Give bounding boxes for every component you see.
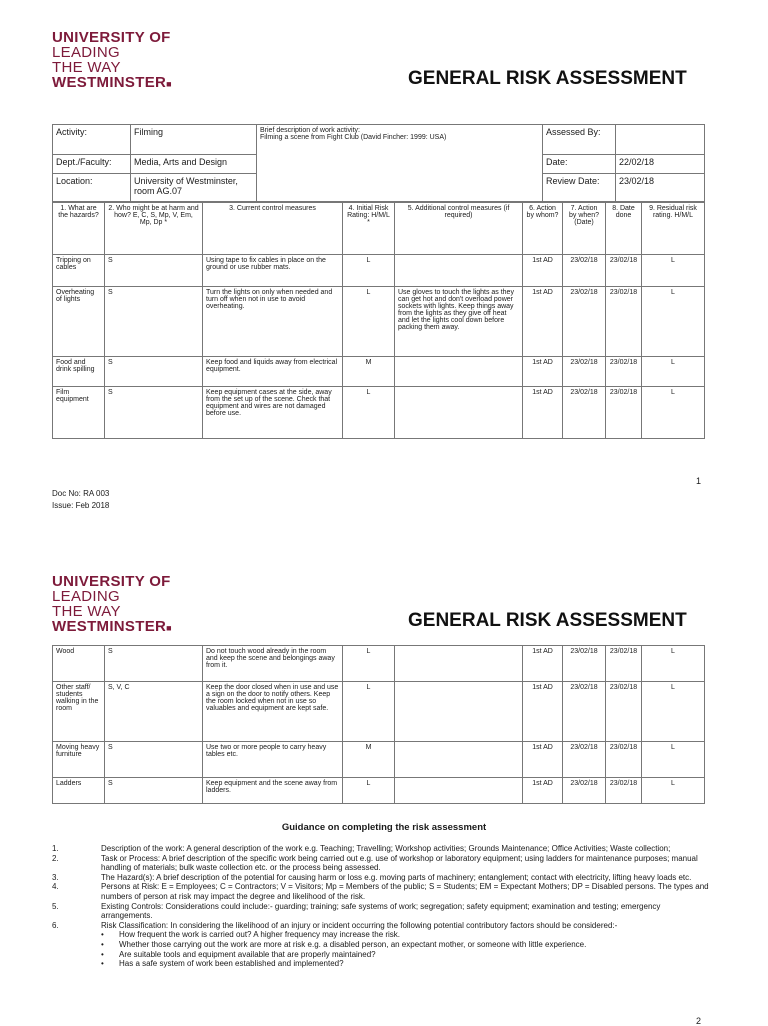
header-cell: 6. Action by whom? <box>523 203 563 255</box>
logo-line-2: LEADING <box>52 588 120 605</box>
by-whom-cell: 1st AD <box>523 255 563 287</box>
by-when-cell: 23/02/18 <box>563 387 606 439</box>
item-text: Existing Controls: Considerations could include:- guarding; training; safe systems of work; segregation; safety equipment; examination and testing; emergency arrangements. <box>101 901 661 921</box>
header-cell: 5. Additional control measures (if required) <box>395 203 523 255</box>
activity-value: Filming <box>131 125 257 155</box>
by-whom-cell: 1st AD <box>523 682 563 742</box>
location-value: University of Westminster, room AG.07 <box>131 174 257 202</box>
date-done-cell: 23/02/18 <box>606 287 642 357</box>
additional-cell: Use gloves to touch the lights as they can get hot and don't overload power sockets with lights. Keep things away from the lights as they give off heat and let the lights cool down before packing them away. <box>395 287 523 357</box>
bullet-text: How frequent the work is carried out? A higher frequency may increase the risk. <box>119 930 401 940</box>
dept-value: Media, Arts and Design <box>131 155 257 174</box>
logo-line-4: WESTMINSTER■ <box>52 618 172 635</box>
date-done-cell: 23/02/18 <box>606 387 642 439</box>
item-text: Persons at Risk: E = Employees; C = Contractors; V = Visitors; Mp = Members of the public; S = Students; EM = Expectant Mothers; DP = Disabled persons. The types and numbers of person at risk may impact the degree and likelihood of the risk. <box>101 882 709 901</box>
header-cell: 4. Initial Risk Rating: H/M/L * <box>343 203 395 255</box>
date-label: Date: <box>543 155 616 174</box>
bullet-icon: • <box>101 949 104 959</box>
additional-cell <box>395 357 523 387</box>
initial-risk-cell: L <box>343 682 395 742</box>
hazard-cell: Other staff/ students walking in the room <box>53 682 105 742</box>
header-cell: 8. Date done <box>606 203 642 255</box>
residual-risk-cell: L <box>642 255 705 287</box>
hazard-cell: Overheating of lights <box>53 287 105 357</box>
bullet-icon: • <box>101 959 104 969</box>
table-row <box>53 682 705 742</box>
hazard-cell: Tripping on cables <box>53 255 105 287</box>
list-item <box>52 873 712 883</box>
by-whom-cell: 1st AD <box>523 387 563 439</box>
activity-label: Activity: <box>53 125 131 155</box>
header-cell: 1. What are the hazards? <box>53 203 105 255</box>
risk-table-page1 <box>52 202 705 439</box>
doc-meta <box>52 488 109 512</box>
review-value: 23/02/18 <box>616 174 705 202</box>
by-whom-cell: 1st AD <box>523 646 563 682</box>
table-row <box>53 742 705 778</box>
page-title: GENERAL RISK ASSESSMENT <box>408 610 687 631</box>
residual-risk-cell: L <box>642 287 705 357</box>
date-done-cell: 23/02/18 <box>606 357 642 387</box>
dept-label: Dept./Faculty: <box>53 155 131 174</box>
logo-line-2: LEADING <box>52 44 120 61</box>
bullet-item <box>52 940 712 950</box>
hazard-cell: Moving heavy furniture <box>53 742 105 778</box>
item-number: 2. <box>52 853 59 863</box>
controls-cell: Keep the door closed when in use and use a sign on the door to notify others. Keep the room locked when not in use so valuables and equipment are kept safe. <box>203 682 343 742</box>
controls-cell: Keep equipment and the scene away from ladders. <box>203 778 343 804</box>
list-item <box>52 882 712 901</box>
who-cell: S <box>105 387 203 439</box>
who-cell: S <box>105 255 203 287</box>
initial-risk-cell: M <box>343 742 395 778</box>
hazard-cell: Ladders <box>53 778 105 804</box>
residual-risk-cell: L <box>642 742 705 778</box>
header-cell: 3. Current control measures <box>203 203 343 255</box>
item-text: Task or Process: A brief description of the specific work being carried out e.g. use of workshop or laboratory equipment; using ladders for maintenance purposes; manual handling of materials; bulk waste collection etc. or the process being assessed. <box>101 853 698 873</box>
who-cell: S <box>105 778 203 804</box>
activity-info-table <box>52 124 705 202</box>
who-cell: S, V, C <box>105 682 203 742</box>
who-cell: S <box>105 742 203 778</box>
location-label: Location: <box>53 174 131 202</box>
controls-cell: Use two or more people to carry heavy tables etc. <box>203 742 343 778</box>
residual-risk-cell: L <box>642 357 705 387</box>
by-when-cell: 23/02/18 <box>563 778 606 804</box>
item-text: Risk Classification: In considering the likelihood of an injury or incident occurring the following potential contributory factors should be considered:- <box>101 920 618 930</box>
residual-risk-cell: L <box>642 387 705 439</box>
controls-cell: Keep food and liquids away from electrical equipment. <box>203 357 343 387</box>
list-item <box>52 854 712 873</box>
item-number: 4. <box>52 882 59 892</box>
bullet-item <box>52 950 712 960</box>
logo-line-3: THE WAY <box>52 603 121 620</box>
logo-line-4: WESTMINSTER■ <box>52 74 172 91</box>
additional-cell <box>395 682 523 742</box>
bullet-icon: • <box>101 939 104 949</box>
brief-label: Brief description of work activity: <box>260 127 360 134</box>
who-cell: S <box>105 287 203 357</box>
additional-cell <box>395 646 523 682</box>
item-number: 3. <box>52 872 59 882</box>
issue-date: Issue: Feb 2018 <box>52 501 110 510</box>
initial-risk-cell: L <box>343 778 395 804</box>
assessed-label: Assessed By: <box>543 125 616 155</box>
header-cell: 7. Action by when? (Date) <box>563 203 606 255</box>
additional-cell <box>395 778 523 804</box>
assessed-value <box>616 125 705 155</box>
additional-cell <box>395 387 523 439</box>
table-header-row <box>53 203 705 255</box>
hazard-cell: Film equipment <box>53 387 105 439</box>
by-when-cell: 23/02/18 <box>563 255 606 287</box>
date-done-cell: 23/02/18 <box>606 742 642 778</box>
bullet-text: Whether those carrying out the work are more at risk e.g. a disabled person, an expectant mother, or someone with little experience. <box>119 939 587 949</box>
controls-cell: Do not touch wood already in the room and keep the scene and belongings away from it. <box>203 646 343 682</box>
logo-line-1: UNIVERSITY OF <box>52 573 171 590</box>
who-cell: S <box>105 646 203 682</box>
initial-risk-cell: L <box>343 287 395 357</box>
logo-line-3: THE WAY <box>52 59 121 76</box>
item-number: 5. <box>52 901 59 911</box>
bullet-icon: • <box>101 930 104 940</box>
page-number: 2 <box>696 1016 702 1026</box>
initial-risk-cell: L <box>343 387 395 439</box>
item-number: 6. <box>52 920 59 930</box>
by-when-cell: 23/02/18 <box>563 357 606 387</box>
residual-risk-cell: L <box>642 646 705 682</box>
list-item <box>52 921 712 931</box>
university-logo <box>52 574 172 636</box>
additional-cell <box>395 255 523 287</box>
initial-risk-cell: M <box>343 357 395 387</box>
controls-cell: Keep equipment cases at the side, away from the set up of the scene. Check that equipment and wires are not damaged before use. <box>203 387 343 439</box>
list-item <box>52 844 712 854</box>
by-when-cell: 23/02/18 <box>563 646 606 682</box>
controls-cell: Turn the lights on only when needed and turn off when not in use to avoid overheating. <box>203 287 343 357</box>
by-when-cell: 23/02/18 <box>563 287 606 357</box>
initial-risk-cell: L <box>343 646 395 682</box>
table-row <box>53 255 705 287</box>
date-value: 22/02/18 <box>616 155 705 174</box>
by-whom-cell: 1st AD <box>523 778 563 804</box>
who-cell: S <box>105 357 203 387</box>
date-done-cell: 23/02/18 <box>606 255 642 287</box>
additional-cell <box>395 742 523 778</box>
hazard-cell: Wood <box>53 646 105 682</box>
university-logo <box>52 30 172 92</box>
brief-description-cell <box>257 125 543 202</box>
header-cell: 9. Residual risk rating. H/M/L <box>642 203 705 255</box>
page-title: GENERAL RISK ASSESSMENT <box>408 68 687 89</box>
bullet-item <box>52 959 712 969</box>
initial-risk-cell: L <box>343 255 395 287</box>
guidance-list <box>52 844 712 969</box>
item-number: 1. <box>52 844 59 853</box>
table-row <box>53 778 705 804</box>
by-whom-cell: 1st AD <box>523 357 563 387</box>
logo-line-1: UNIVERSITY OF <box>52 29 171 46</box>
bullet-text: Has a safe system of work been established and implemented? <box>119 959 344 969</box>
item-text: Description of the work: A general description of the work e.g. Teaching; Travelling; Workshop activities; Grounds Maintenance; Office Activities; Waste collection; <box>101 844 671 853</box>
bullet-item <box>52 930 712 940</box>
review-label: Review Date: <box>543 174 616 202</box>
residual-risk-cell: L <box>642 682 705 742</box>
risk-table-page2 <box>52 645 705 804</box>
by-when-cell: 23/02/18 <box>563 682 606 742</box>
page-number: 1 <box>696 476 702 486</box>
table-row <box>53 387 705 439</box>
table-row <box>53 357 705 387</box>
date-done-cell: 23/02/18 <box>606 682 642 742</box>
table-row <box>53 646 705 682</box>
by-whom-cell: 1st AD <box>523 742 563 778</box>
item-text: The Hazard(s): A brief description of the potential for causing harm or loss e.g. moving parts of machinery; entanglement; contact with electricity, lifting heavy loads etc. <box>101 872 692 882</box>
list-item <box>52 902 712 921</box>
residual-risk-cell: L <box>642 778 705 804</box>
table-row <box>53 287 705 357</box>
by-when-cell: 23/02/18 <box>563 742 606 778</box>
bullet-text: Are suitable tools and equipment available that are properly maintained? <box>119 949 376 959</box>
guidance-title: Guidance on completing the risk assessment <box>281 822 487 833</box>
date-done-cell: 23/02/18 <box>606 778 642 804</box>
header-cell: 2. Who might be at harm and how? E, C, S, Mp, V, Em, Mp, Dp * <box>105 203 203 255</box>
controls-cell: Using tape to fix cables in place on the ground or use rubber mats. <box>203 255 343 287</box>
hazard-cell: Food and drink spilling <box>53 357 105 387</box>
date-done-cell: 23/02/18 <box>606 646 642 682</box>
doc-number: Doc No: RA 003 <box>52 489 110 498</box>
brief-value: Filming a scene from Fight Club (David Fincher: 1999: USA) <box>260 134 447 141</box>
by-whom-cell: 1st AD <box>523 287 563 357</box>
